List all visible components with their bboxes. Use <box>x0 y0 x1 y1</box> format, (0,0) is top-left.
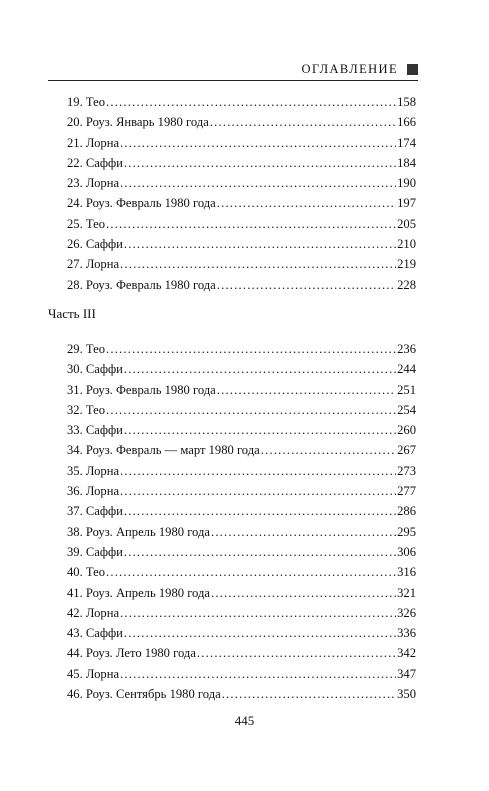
toc-entry-title: 36. Лорна <box>67 484 120 499</box>
toc-entry-page: 190 <box>397 176 416 191</box>
toc-entry <box>67 214 416 234</box>
toc-entry-page: 254 <box>397 402 416 417</box>
dot-leader <box>124 420 396 440</box>
toc-entry-title: 41. Роуз. Апрель 1980 года <box>67 585 210 600</box>
toc-entry-page: 326 <box>397 605 416 620</box>
toc-entry-title: 28. Роуз. Февраль 1980 года <box>67 277 216 292</box>
toc-entry <box>67 339 416 359</box>
toc-entry-title: 31. Роуз. Февраль 1980 года <box>67 382 216 397</box>
dot-leader <box>120 461 396 481</box>
toc-entry-page: 286 <box>397 504 416 519</box>
toc-entry <box>67 481 416 501</box>
toc-entry-title: 43. Саффи <box>67 626 123 641</box>
dot-leader <box>211 522 396 542</box>
toc-entry-page: 277 <box>397 484 416 499</box>
toc-entry <box>67 461 416 481</box>
dot-leader <box>211 583 396 603</box>
toc-entry-title: 30. Саффи <box>67 362 123 377</box>
toc-entry <box>67 359 416 379</box>
toc-entry-title: 22. Саффи <box>67 155 123 170</box>
toc-entry <box>67 501 416 521</box>
dot-leader <box>222 684 396 704</box>
dot-leader <box>106 339 396 359</box>
dot-leader <box>120 481 396 501</box>
toc-entry <box>67 420 416 440</box>
toc-entry-title: 37. Саффи <box>67 504 123 519</box>
toc-entry-title: 25. Тео <box>67 216 105 231</box>
toc-entry-title: 33. Саффи <box>67 423 123 438</box>
toc-entry-title: 38. Роуз. Апрель 1980 года <box>67 524 210 539</box>
toc-entry <box>67 92 416 112</box>
dot-leader <box>106 562 396 582</box>
toc-entry-page: 197 <box>397 196 416 211</box>
toc-entry <box>67 400 416 420</box>
dot-leader <box>124 359 396 379</box>
toc-entry <box>67 542 416 562</box>
dot-leader <box>124 234 396 254</box>
toc-entry-page: 306 <box>397 544 416 559</box>
square-bullet-icon <box>407 64 418 75</box>
toc-entry-page: 228 <box>397 277 416 292</box>
toc-entry <box>67 380 416 400</box>
dot-leader <box>124 153 396 173</box>
toc-entry <box>67 623 416 643</box>
toc-entry-title: 34. Роуз. Февраль — март 1980 года <box>67 443 260 458</box>
toc-entry-page: 251 <box>397 382 416 397</box>
toc-entry-page: 336 <box>397 626 416 641</box>
toc-entry-title: 40. Тео <box>67 565 105 580</box>
toc-entry <box>67 234 416 254</box>
toc-entry <box>67 254 416 274</box>
dot-leader <box>106 400 396 420</box>
dot-leader <box>106 214 396 234</box>
toc-entry-title: 46. Роуз. Сентябрь 1980 года <box>67 687 221 702</box>
toc-entry-page: 158 <box>397 95 416 109</box>
toc-entry <box>67 193 416 213</box>
toc-list-part3 <box>67 339 416 704</box>
toc-entry-page: 295 <box>397 524 416 539</box>
page-number: 445 <box>234 713 255 728</box>
toc-entry-title: 21. Лорна <box>67 135 120 150</box>
toc-list-part2 <box>67 92 416 295</box>
toc-entry <box>67 583 416 603</box>
dot-leader <box>120 254 396 274</box>
toc-entry <box>67 664 416 684</box>
toc-entry-title: 23. Лорна <box>67 176 120 191</box>
dot-leader <box>217 193 396 213</box>
running-header <box>48 60 418 81</box>
part-heading: Часть III <box>48 306 96 321</box>
dot-leader <box>120 664 396 684</box>
header-title: ОГЛАВЛЕНИЕ <box>301 62 398 76</box>
toc-entry-page: 236 <box>397 342 416 356</box>
toc-entry-title: 29. Тео <box>67 342 105 356</box>
toc-entry <box>67 562 416 582</box>
toc-entry <box>67 112 416 132</box>
dot-leader <box>197 643 396 663</box>
toc-entry-title: 24. Роуз. Февраль 1980 года <box>67 196 216 211</box>
dot-leader <box>120 603 396 623</box>
dot-leader <box>124 542 396 562</box>
toc-entry-title: 45. Лорна <box>67 666 120 681</box>
toc-entry-title: 20. Роуз. Январь 1980 года <box>67 115 209 130</box>
toc-entry-page: 260 <box>397 423 416 438</box>
toc-entry-title: 39. Саффи <box>67 544 123 559</box>
toc-entry-page: 321 <box>397 585 416 600</box>
dot-leader <box>106 92 396 112</box>
toc-entry <box>67 153 416 173</box>
dot-leader <box>120 173 396 193</box>
dot-leader <box>124 501 396 521</box>
toc-entry-page: 267 <box>397 443 416 458</box>
dot-leader <box>120 133 396 153</box>
dot-leader <box>261 440 396 460</box>
toc-entry <box>67 275 416 295</box>
toc-entry <box>67 643 416 663</box>
toc-entry-title: 27. Лорна <box>67 257 120 272</box>
dot-leader <box>124 623 396 643</box>
toc-entry-page: 347 <box>397 666 416 681</box>
dot-leader <box>217 380 396 400</box>
dot-leader <box>217 275 396 295</box>
toc-entry-title: 19. Тео <box>67 95 105 109</box>
dot-leader <box>210 112 396 132</box>
toc-entry <box>67 684 416 704</box>
toc-entry-page: 166 <box>397 115 416 130</box>
toc-entry-title: 42. Лорна <box>67 605 120 620</box>
toc-entry <box>67 522 416 542</box>
toc-entry-page: 244 <box>397 362 416 377</box>
toc-entry-page: 342 <box>397 646 416 661</box>
toc-entry-title: 35. Лорна <box>67 463 120 478</box>
toc-entry-title: 26. Саффи <box>67 237 123 252</box>
toc-entry <box>67 173 416 193</box>
toc-entry <box>67 603 416 623</box>
toc-entry-page: 205 <box>397 216 416 231</box>
toc-entry <box>67 133 416 153</box>
toc-entry-page: 174 <box>397 135 416 150</box>
toc-entry-page: 184 <box>397 155 416 170</box>
toc-entry-title: 44. Роуз. Лето 1980 года <box>67 646 196 661</box>
toc-entry-page: 273 <box>397 463 416 478</box>
toc-entry-page: 316 <box>397 565 416 580</box>
toc-entry <box>67 440 416 460</box>
toc-entry-page: 350 <box>397 687 416 702</box>
toc-entry-page: 219 <box>397 257 416 272</box>
toc-entry-page: 210 <box>397 237 416 252</box>
toc-entry-title: 32. Тео <box>67 402 105 417</box>
